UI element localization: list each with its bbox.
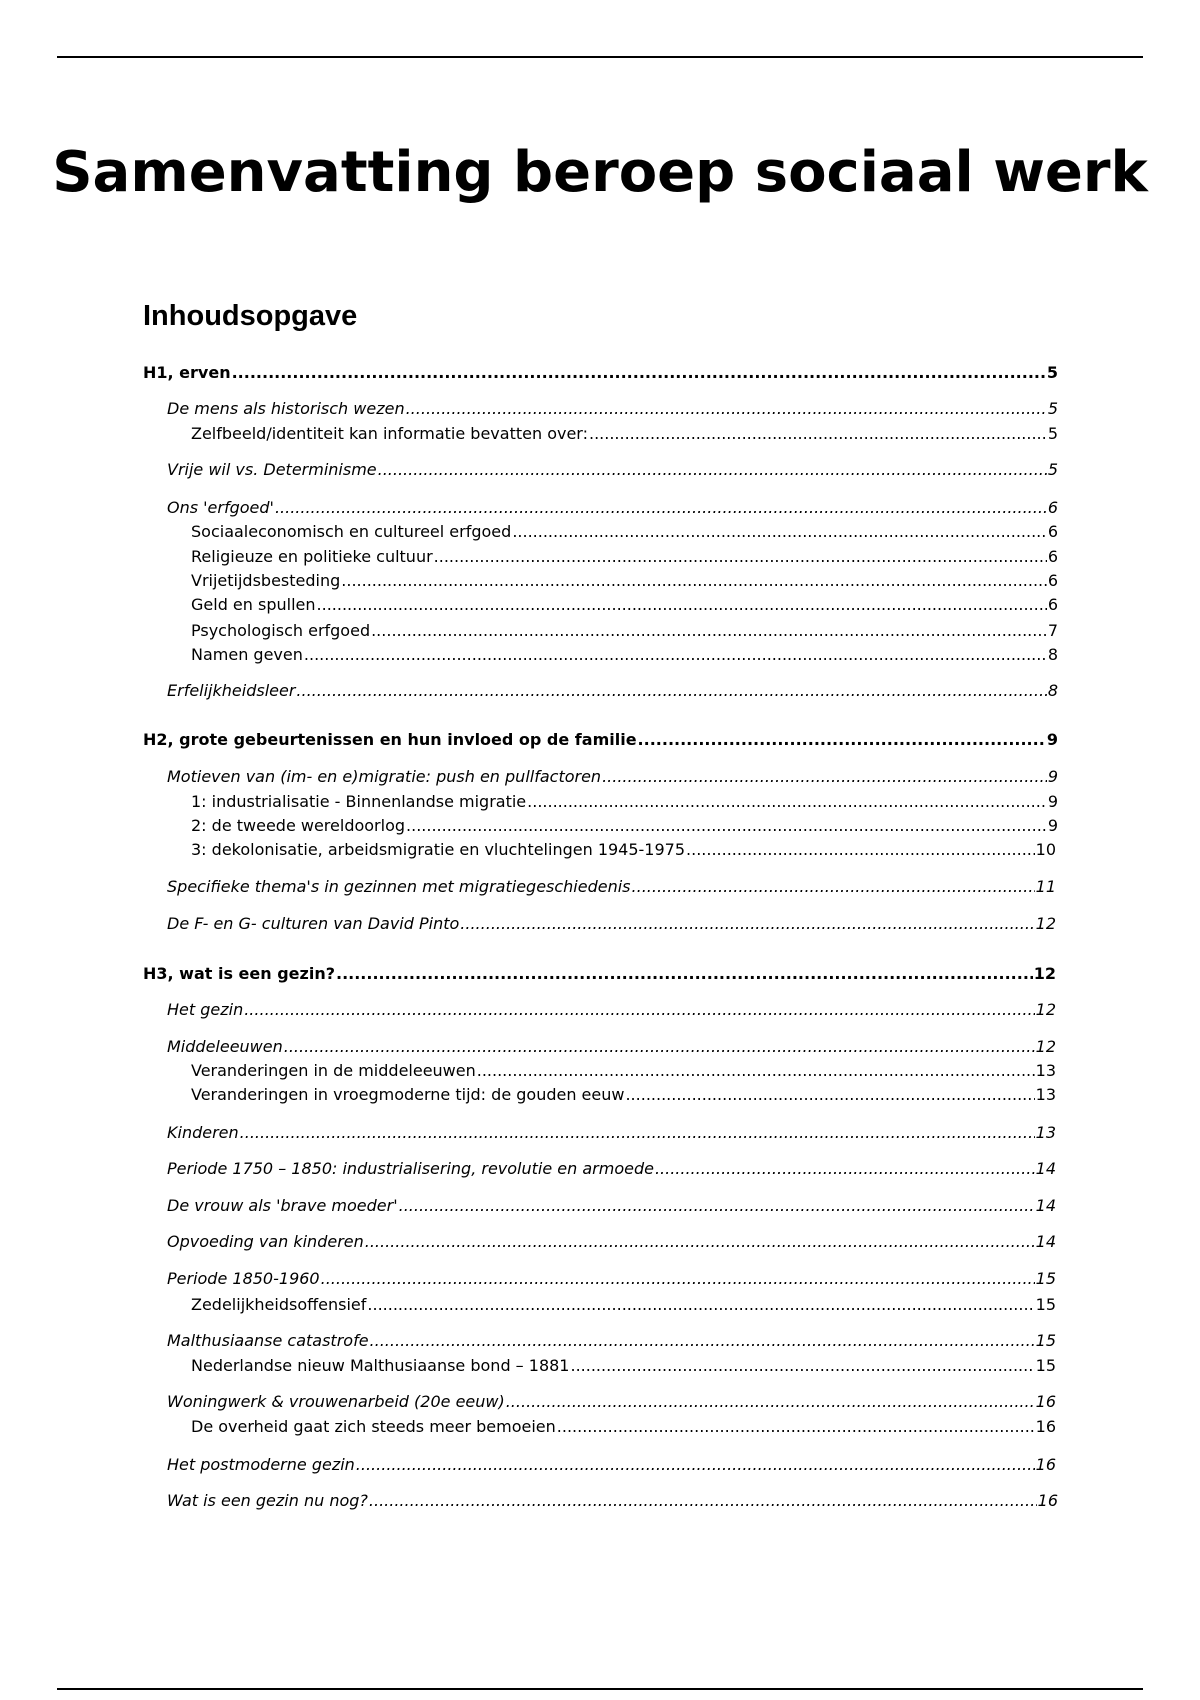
toc-entry-label: Vrije wil vs. Determinisme <box>167 460 377 479</box>
toc-entry-page: 12 <box>1035 914 1056 933</box>
toc-entry[interactable] <box>167 459 1058 481</box>
toc-entry-page: 5 <box>1047 424 1058 443</box>
toc-leader <box>527 791 1047 813</box>
toc-leader <box>296 680 1046 702</box>
toc-entry-page: 15 <box>1035 1356 1056 1375</box>
toc-leader <box>477 1060 1035 1082</box>
toc-leader <box>365 1231 1035 1253</box>
toc-entry-label: Sociaaleconomisch en cultureel erfgoed <box>191 522 512 541</box>
toc-entry-page: 13 <box>1035 1085 1056 1104</box>
toc-entry-label: H2, grote gebeurtenissen en hun invloed op de familie <box>143 730 637 749</box>
toc-entry-label: Woningwerk & vrouwenarbeid (20e eeuw) <box>167 1392 505 1411</box>
toc-entry-page: 15 <box>1035 1331 1056 1350</box>
toc-entry-label: Veranderingen in de middeleeuwen <box>191 1061 476 1080</box>
toc-entry-page: 10 <box>1035 840 1056 859</box>
toc-leader <box>321 1268 1035 1290</box>
toc-entry[interactable] <box>191 1060 1056 1082</box>
toc-entry-page: 15 <box>1035 1269 1056 1288</box>
toc-heading: Inhoudsopgave <box>143 300 358 332</box>
toc-leader <box>370 1330 1035 1352</box>
toc-entry-page: 14 <box>1035 1232 1056 1251</box>
footer-rule <box>57 1688 1143 1690</box>
toc-entry-page: 9 <box>1047 816 1058 835</box>
toc-entry-page: 12 <box>1035 1000 1056 1019</box>
toc-entry-label: 3: dekolonisatie, arbeidsmigratie en vluchtelingen 1945-1975 <box>191 840 686 859</box>
toc-entry-label: H3, wat is een gezin? <box>143 964 335 983</box>
toc-entry[interactable] <box>143 963 1056 985</box>
toc-entry[interactable] <box>167 1036 1056 1058</box>
toc-leader <box>589 423 1047 445</box>
toc-entry-page: 6 <box>1047 595 1058 614</box>
toc-entry[interactable] <box>191 791 1058 813</box>
toc-entry-page: 9 <box>1047 767 1058 786</box>
toc-entry[interactable] <box>167 876 1056 898</box>
toc-entry[interactable] <box>167 766 1058 788</box>
toc-entry-page: 14 <box>1035 1159 1056 1178</box>
toc-entry[interactable] <box>167 1490 1058 1512</box>
toc-entry-page: 5 <box>1046 363 1058 382</box>
toc-entry[interactable] <box>191 521 1058 543</box>
toc-entry-label: 1: industrialisatie - Binnenlandse migratie <box>191 792 527 811</box>
toc-entry[interactable] <box>167 398 1058 420</box>
toc-entry[interactable] <box>191 1416 1056 1438</box>
toc-leader <box>367 1294 1034 1316</box>
toc-entry[interactable] <box>167 1158 1056 1180</box>
toc-entry-label: Zelfbeeld/identiteit kan informatie bevatten over: <box>191 424 588 443</box>
toc-entry-label: Veranderingen in vroegmoderne tijd: de gouden eeuw <box>191 1085 625 1104</box>
toc-entry[interactable] <box>191 1084 1056 1106</box>
toc-entry-page: 12 <box>1033 964 1056 983</box>
toc-leader <box>655 1158 1035 1180</box>
toc-entry-label: Religieuze en politieke cultuur <box>191 547 433 566</box>
toc-entry[interactable] <box>167 1231 1056 1253</box>
toc-entry-page: 14 <box>1035 1196 1056 1215</box>
toc-entry-page: 13 <box>1035 1123 1056 1142</box>
toc-entry[interactable] <box>143 362 1058 384</box>
toc-leader <box>317 594 1047 616</box>
toc-entry-page: 6 <box>1047 571 1058 590</box>
toc-entry[interactable] <box>167 1195 1056 1217</box>
toc-entry-page: 6 <box>1047 547 1058 566</box>
toc-leader <box>460 913 1034 935</box>
toc-leader <box>434 546 1047 568</box>
toc-entry-label: Malthusiaanse catastrofe <box>167 1331 369 1350</box>
toc-entry-page: 8 <box>1047 681 1058 700</box>
toc-entry-page: 16 <box>1037 1491 1058 1510</box>
toc-entry-label: De mens als historisch wezen <box>167 399 405 418</box>
toc-entry-page: 6 <box>1047 522 1058 541</box>
toc-leader <box>406 398 1047 420</box>
toc-entry[interactable] <box>167 1268 1056 1290</box>
toc-leader <box>406 815 1047 837</box>
toc-entry-page: 16 <box>1035 1455 1056 1474</box>
toc-entry[interactable] <box>167 1330 1056 1352</box>
toc-leader <box>638 729 1046 751</box>
toc-leader <box>602 766 1047 788</box>
toc-entry[interactable] <box>191 594 1058 616</box>
toc-entry-page: 15 <box>1035 1295 1056 1314</box>
toc-leader <box>240 1122 1035 1144</box>
toc-entry-label: Zedelijkheidsoffensief <box>191 1295 367 1314</box>
toc-entry-label: Opvoeding van kinderen <box>167 1232 364 1251</box>
toc-entry-label: Periode 1850-1960 <box>167 1269 320 1288</box>
toc-entry-page: 12 <box>1035 1037 1056 1056</box>
toc-entry[interactable] <box>191 644 1058 666</box>
toc-entry[interactable] <box>167 680 1058 702</box>
toc-leader <box>557 1416 1035 1438</box>
toc-entry-page: 7 <box>1047 621 1058 640</box>
toc-leader <box>336 963 1033 985</box>
toc-entry[interactable] <box>191 1294 1056 1316</box>
toc-entry-label: Wat is een gezin nu nog? <box>167 1491 368 1510</box>
toc-entry-page: 11 <box>1035 877 1056 896</box>
toc-entry-label: Middeleeuwen <box>167 1037 283 1056</box>
toc-leader <box>341 570 1047 592</box>
toc-entry-label: Specifieke thema's in gezinnen met migratiegeschiedenis <box>167 877 631 896</box>
toc-leader <box>686 839 1035 861</box>
toc-entry[interactable] <box>191 423 1058 445</box>
toc-leader <box>378 459 1047 481</box>
toc-entry-page: 16 <box>1035 1392 1056 1411</box>
toc-entry-label: Namen geven <box>191 645 303 664</box>
document-title: Samenvatting beroep sociaal werk <box>52 140 1148 205</box>
toc-entry-label: Het postmoderne gezin <box>167 1455 355 1474</box>
toc-leader <box>369 1490 1037 1512</box>
toc-entry-label: Erfelijkheidsleer <box>167 681 296 700</box>
toc-entry[interactable] <box>191 1355 1056 1377</box>
toc-leader <box>244 999 1034 1021</box>
toc-entry-label: De vrouw als 'brave moeder' <box>167 1196 398 1215</box>
toc-entry-label: Psychologisch erfgoed <box>191 621 371 640</box>
toc-leader <box>506 1391 1035 1413</box>
toc-entry-label: Motieven van (im- en e)migratie: push en pullfactoren <box>167 767 602 786</box>
toc-entry[interactable] <box>167 1122 1056 1144</box>
toc-entry-page: 13 <box>1035 1061 1056 1080</box>
toc-entry[interactable] <box>167 1391 1056 1413</box>
toc-entry[interactable] <box>167 999 1056 1021</box>
toc-leader <box>356 1454 1035 1476</box>
toc-entry-page: 5 <box>1047 399 1058 418</box>
toc-leader <box>512 521 1047 543</box>
toc-entry-label: 2: de tweede wereldoorlog <box>191 816 406 835</box>
toc-entry[interactable] <box>167 1454 1056 1476</box>
toc-leader <box>371 620 1047 642</box>
toc-entry-label: Ons 'erfgoed' <box>167 498 274 517</box>
toc-leader <box>632 876 1035 898</box>
toc-entry[interactable] <box>143 729 1058 751</box>
toc-entry[interactable] <box>167 913 1056 935</box>
toc-entry-label: H1, erven <box>143 363 231 382</box>
toc-entry[interactable] <box>191 620 1058 642</box>
toc-entry-label: De F- en G- culturen van David Pinto <box>167 914 460 933</box>
toc-entry-label: Vrijetijdsbesteding <box>191 571 341 590</box>
toc-entry-label: Geld en spullen <box>191 595 316 614</box>
toc-entry[interactable] <box>167 497 1058 519</box>
toc-leader <box>625 1084 1034 1106</box>
toc-entry-page: 5 <box>1047 460 1058 479</box>
toc-entry-page: 16 <box>1035 1417 1056 1436</box>
toc-leader <box>570 1355 1034 1377</box>
toc-entry[interactable] <box>191 570 1058 592</box>
toc-entry[interactable] <box>191 815 1058 837</box>
toc-entry-label: Nederlandse nieuw Malthusiaanse bond – 1881 <box>191 1356 570 1375</box>
toc-entry-page: 9 <box>1047 792 1058 811</box>
toc-leader <box>304 644 1047 666</box>
toc-entry-label: De overheid gaat zich steeds meer bemoeien <box>191 1417 556 1436</box>
toc-leader <box>275 497 1047 519</box>
toc-entry-page: 8 <box>1047 645 1058 664</box>
toc-entry[interactable] <box>191 546 1058 568</box>
toc-entry-label: Kinderen <box>167 1123 239 1142</box>
toc-leader <box>284 1036 1035 1058</box>
toc-entry-label: Het gezin <box>167 1000 244 1019</box>
toc-entry-label: Periode 1750 – 1850: industrialisering, revolutie en armoede <box>167 1159 654 1178</box>
toc-entry-page: 6 <box>1047 498 1058 517</box>
toc-entry[interactable] <box>191 839 1056 861</box>
toc-entry-page: 9 <box>1046 730 1058 749</box>
toc-leader <box>232 362 1046 384</box>
toc-leader <box>399 1195 1035 1217</box>
